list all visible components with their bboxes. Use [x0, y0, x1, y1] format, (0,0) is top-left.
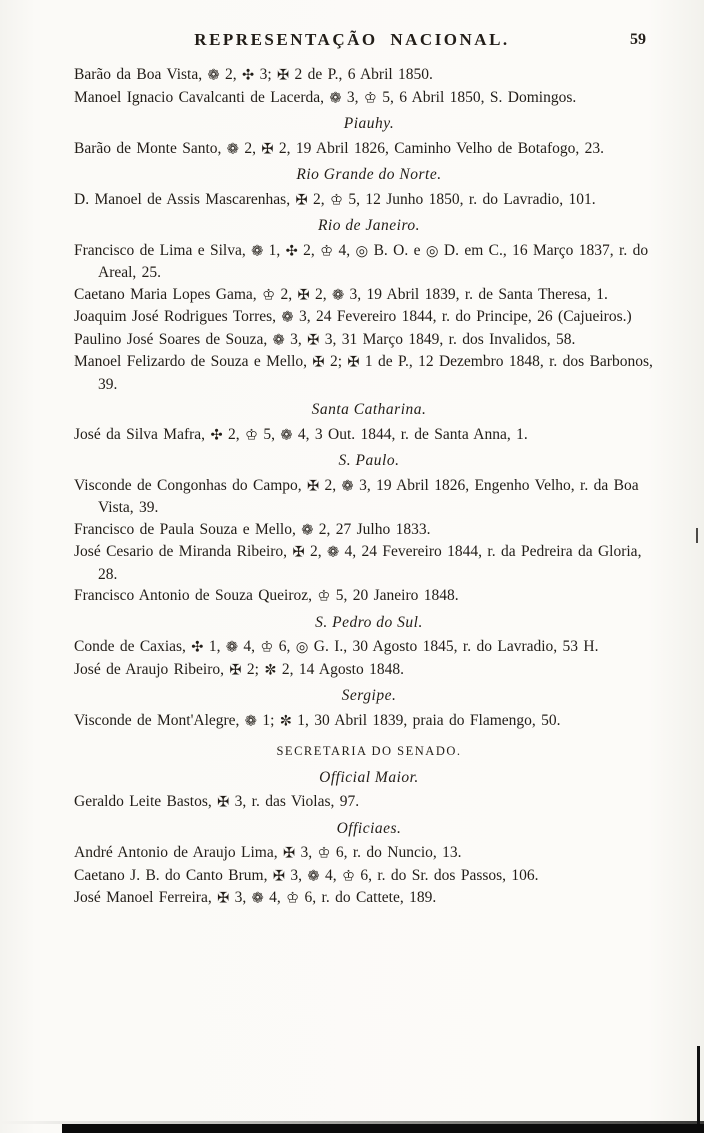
crown-badge-icon: ♔: [320, 243, 334, 259]
entry-line: Paulino José Soares de Souza, ❁ 3, ✠ 3, 31 Março 1849, r. dos Invalidos, 58.: [74, 329, 664, 352]
entry-line: D. Manoel de Assis Mascarenhas, ✠ 2, ♔ 5, 12 Junho 1850, r. do Lavradio, 101.: [74, 189, 664, 212]
entry-line: Visconde de Congonhas do Campo, ✠ 2, ❁ 3, 19 Abril 1826, Engenho Velho, r. da Boa Vista, 39.: [74, 476, 639, 516]
crown-badge-icon: ♔: [329, 192, 343, 208]
section-heading: Rio de Janeiro.: [317, 217, 421, 234]
crown-badge-icon: ♔: [262, 287, 276, 303]
section-heading: Sergipe.: [341, 687, 397, 704]
rosette-icon: ❁: [331, 287, 345, 303]
cross-icon: ✠: [217, 794, 230, 811]
section-heading: Rio Grande do Norte.: [296, 166, 442, 183]
page-number: 59: [630, 31, 646, 48]
entry-line: Francisco Antonio de Souza Queiroz, ♔ 5, 20 Janeiro 1848.: [74, 585, 664, 608]
rosette-icon: ❁: [225, 639, 238, 656]
entry-line: José Manoel Ferreira, ✠ 3, ❁ 4, ♔ 6, r. do Cattete, 189.: [74, 887, 664, 910]
entry-line: José de Araujo Ribeiro, ✠ 2; ✼ 2, 14 Agosto 1848.: [74, 659, 664, 682]
crown-badge-icon: ♔: [286, 890, 300, 907]
cross-icon: ✠: [347, 354, 360, 371]
crown-badge-icon: ♔: [317, 845, 331, 862]
rosette-icon: ❁: [329, 90, 342, 106]
page-header: [0, 0, 704, 56]
rosette-icon: ❁: [272, 332, 285, 348]
entry-line: Manoel Ignacio Cavalcanti de Lacerda, ❁ 3, ♔ 5, 6 Abril 1850, S. Domingos.: [74, 87, 664, 110]
rosette-icon: ❁: [251, 243, 264, 259]
rosette-icon: ❁: [307, 868, 320, 884]
cross-icon: ✠: [282, 845, 296, 862]
entry-line: Manoel Felizardo de Souza e Mello, ✠ 2; ✠ 1 de P., 12 Dezembro 1848, r. dos Barbonos, 39.: [74, 353, 653, 393]
star-icon: ✼: [279, 713, 292, 729]
section-heading: Official Maior.: [319, 768, 419, 786]
entry-line: Caetano J. B. do Canto Brum, ✠ 3, ❁ 4, ♔ 6, r. do Sr. dos Passos, 106.: [74, 865, 664, 888]
content: [0, 56, 704, 910]
cross-fleury-icon: ✣: [285, 243, 298, 259]
entry-line: Caetano Maria Lopes Gama, ♔ 2, ✠ 2, ❁ 3, 19 Abril 1839, r. de Santa Theresa, 1.: [74, 284, 664, 307]
rosette-icon: ❁: [226, 141, 239, 157]
cross-icon: ✠: [229, 662, 242, 678]
section-heading: Piauhy.: [343, 115, 395, 132]
section-heading: Santa Catharina.: [311, 401, 427, 418]
grand-cross-icon: ◎: [295, 639, 309, 656]
page-title: REPRESENTAÇÃO NACIONAL.: [194, 30, 510, 49]
cross-icon: ✠: [292, 544, 305, 561]
entry-line: Francisco de Paula Souza e Mello, ❁ 2, 27 Julho 1833.: [74, 519, 664, 542]
section-heading: S. Paulo.: [338, 452, 400, 469]
crown-badge-icon: ♔: [244, 427, 258, 443]
rosette-icon: ❁: [207, 67, 220, 84]
star-icon: ✼: [264, 662, 277, 678]
rosette-icon: ❁: [280, 427, 293, 443]
rosette-icon: ❁: [244, 713, 257, 729]
entry-line: Francisco de Lima e Silva, ❁ 1, ✣ 2, ♔ 4, ◎ B. O. e ◎ D. em C., 16 Março 1837, r. do Areal, 25.: [74, 241, 649, 281]
section-heading: S. Pedro do Sul.: [315, 613, 423, 631]
crown-badge-icon: ♔: [317, 588, 331, 605]
entry-line: Geraldo Leite Bastos, ✠ 3, r. das Violas, 97.: [74, 791, 664, 814]
section-heading: Officiaes.: [336, 819, 402, 837]
crown-badge-icon: ♔: [341, 868, 355, 884]
entry-line: André Antonio de Araujo Lima, ✠ 3, ♔ 6, r. do Nuncio, 13.: [74, 842, 664, 865]
crown-badge-icon: ♔: [363, 90, 377, 106]
scan-artifact-margin-tick: [696, 528, 698, 543]
section-heading-caps: SECRETARIA DO SENADO.: [276, 744, 462, 758]
crown-badge-icon: ♔: [260, 639, 274, 656]
cross-icon: ✠: [277, 67, 290, 84]
cross-icon: ✠: [307, 332, 320, 348]
cross-icon: ✠: [261, 141, 274, 157]
entry-line: José Cesario de Miranda Ribeiro, ✠ 2, ❁ 4, 24 Fevereiro 1844, r. da Pedreira da Gloria, 28.: [74, 543, 642, 583]
cross-icon: ✠: [217, 890, 230, 907]
rosette-icon: ❁: [281, 309, 294, 326]
cross-icon: ✠: [272, 868, 286, 884]
rosette-icon: ❁: [326, 544, 340, 561]
cross-icon: ✠: [295, 192, 308, 208]
cross-icon: ✠: [297, 287, 310, 303]
scan-artifact-bottom-bar: [62, 1124, 704, 1133]
grand-cross-icon: ◎: [355, 243, 369, 259]
scan-artifact-right-edge: [697, 1046, 700, 1124]
rosette-icon: ❁: [301, 522, 314, 538]
cross-fleury-icon: ✣: [210, 427, 223, 443]
grand-cross-icon: ◎: [425, 243, 439, 259]
cross-fleury-icon: ✣: [191, 639, 204, 656]
cross-fleury-icon: ✣: [242, 67, 255, 84]
rosette-icon: ❁: [251, 890, 264, 907]
cross-icon: ✠: [312, 354, 325, 371]
entry-line: Conde de Caxias, ✣ 1, ❁ 4, ♔ 6, ◎ G. I., 30 Agosto 1845, r. do Lavradio, 53 H.: [74, 636, 664, 659]
rosette-icon: ❁: [341, 478, 354, 494]
entry-line: José da Silva Mafra, ✣ 2, ♔ 5, ❁ 4, 3 Out. 1844, r. de Santa Anna, 1.: [74, 424, 664, 447]
entry-line: Joaquim José Rodrigues Torres, ❁ 3, 24 Fevereiro 1844, r. do Principe, 26 (Cajueiros.): [74, 306, 664, 329]
entry-line: Barão de Monte Santo, ❁ 2, ✠ 2, 19 Abril 1826, Caminho Velho de Botafogo, 23.: [74, 138, 664, 161]
cross-icon: ✠: [307, 478, 320, 494]
entry-line: Visconde de Mont'Alegre, ❁ 1; ✼ 1, 30 Abril 1839, praia do Flamengo, 50.: [74, 710, 664, 733]
entry-line: Barão da Boa Vista, ❁ 2, ✣ 3; ✠ 2 de P., 6 Abril 1850.: [74, 64, 664, 87]
